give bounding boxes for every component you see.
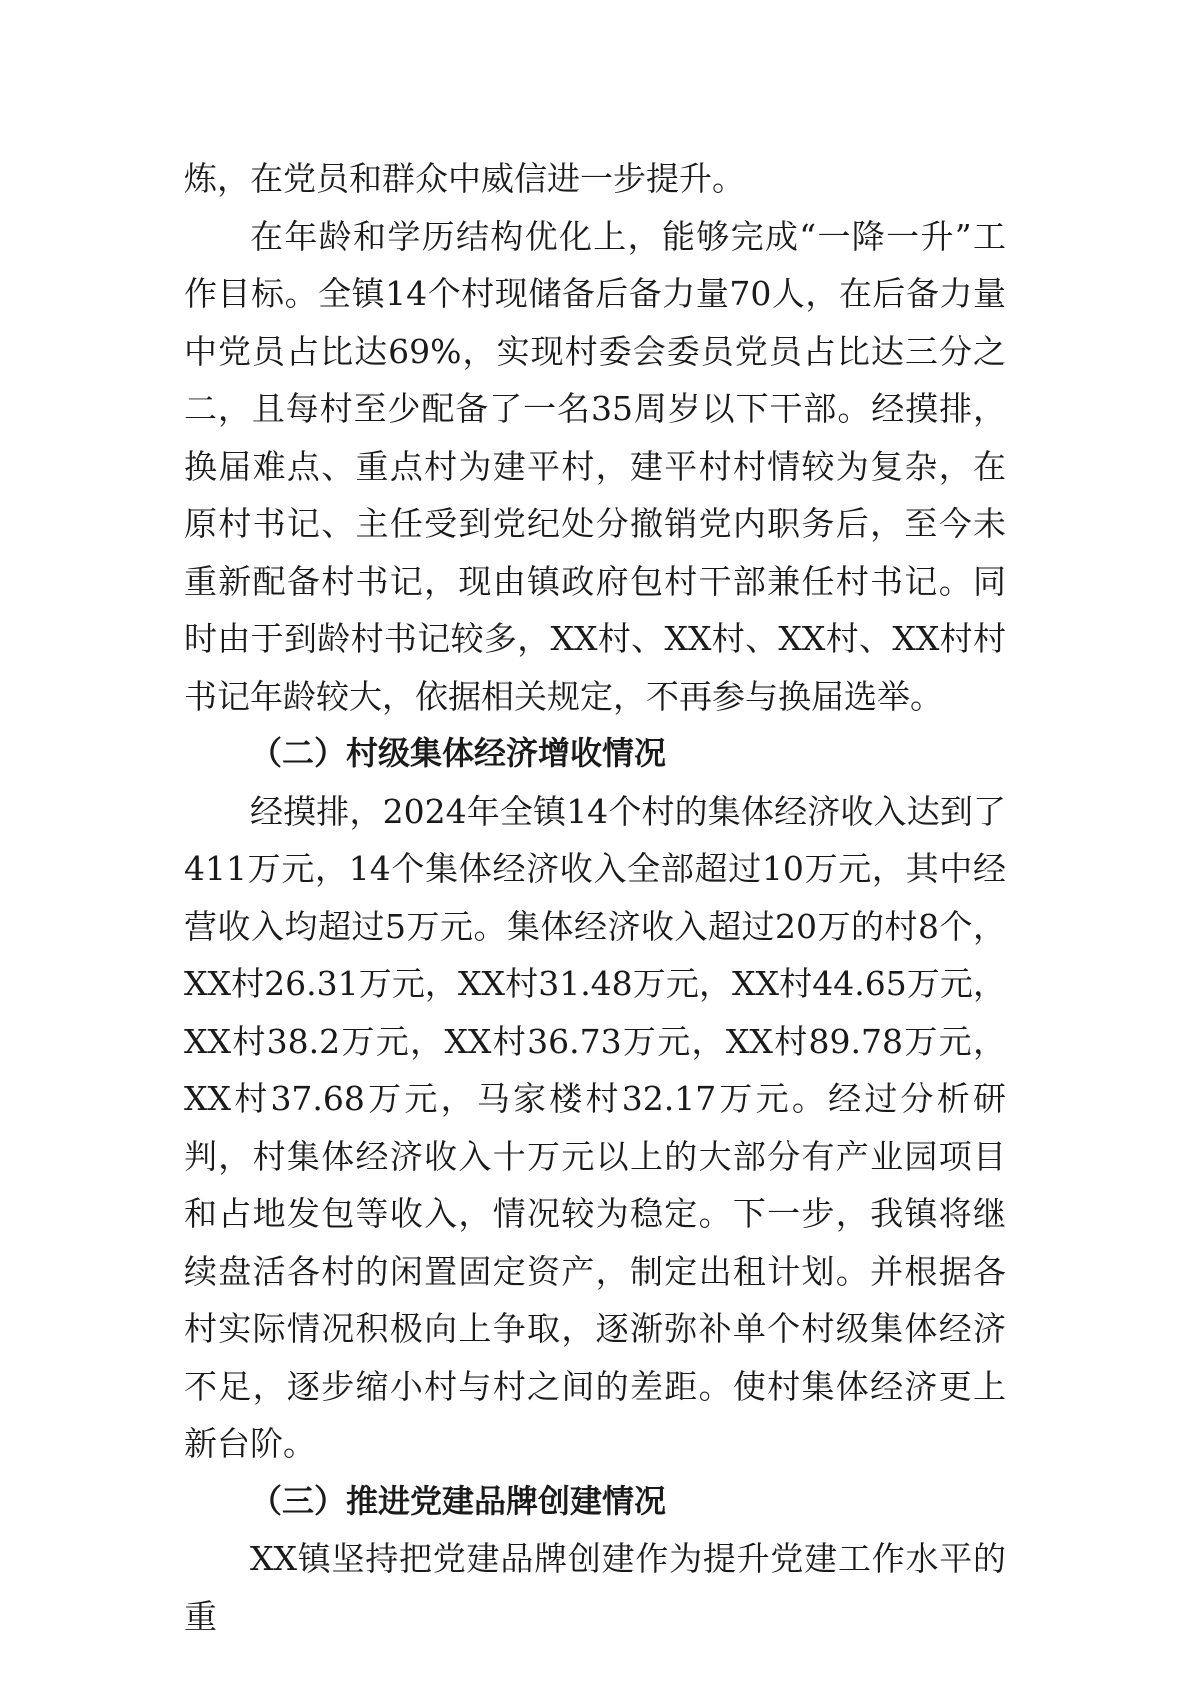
body-paragraph-age-structure: 在年龄和学历结构优化上，能够完成“一降一升”工作目标。全镇14个村现储备后备力量70人，在后备力量中党员占比达69%，实现村委会委员党员占比达三分之二，且每村至少配备了一名35周岁以下干部。经摸排，换届难点、重点村为建平村，建平村村情较为复杂，在原村书记、主任受到党纪处分撤销党内职务后，至今未重新配备村书记，现由镇政府包村干部兼任村书记。同时由于到龄村书记较多，XX村、XX村、XX村、XX村村书记年龄较大，依据相关规定，不再参与换届选举。 [184, 216, 1006, 716]
body-paragraph-party-brand: XX镇坚持把党建品牌创建作为提升党建工作水平的重 [184, 1539, 1006, 1636]
section-heading-collective-economy: （二）村级集体经济增收情况 [250, 734, 667, 772]
continuation-paragraph: 炼，在党员和群众中威信进一步提升。 [184, 159, 745, 198]
section-heading-party-brand: （三）推进党建品牌创建情况 [250, 1481, 667, 1520]
document-body [184, 150, 1006, 1645]
body-paragraph-collective-economy: 经摸排，2024年全镇14个村的集体经济收入达到了411万元，14个集体经济收入全部超过10万元，其中经营收入均超过5万元。集体经济收入超过20万的村8个，XX村26.31万元，XX村31.48万元，XX村44.65万元，XX村38.2万元，XX村36.73万元，XX村89.78万元，XX村37.68万元，马家楼村32.17万元。经过分析研判，村集体经济收入十万元以上的大部分有产业园项目和占地发包等收入，情况较为稳定。下一步，我镇将继续盘活各村的闲置固定资产，制定出租计划。并根据各村实际情况积极向上争取，逐渐弥补单个村级集体经济不足，逐步缩小村与村之间的差距。使村集体经济更上新台阶。 [184, 791, 1006, 1463]
